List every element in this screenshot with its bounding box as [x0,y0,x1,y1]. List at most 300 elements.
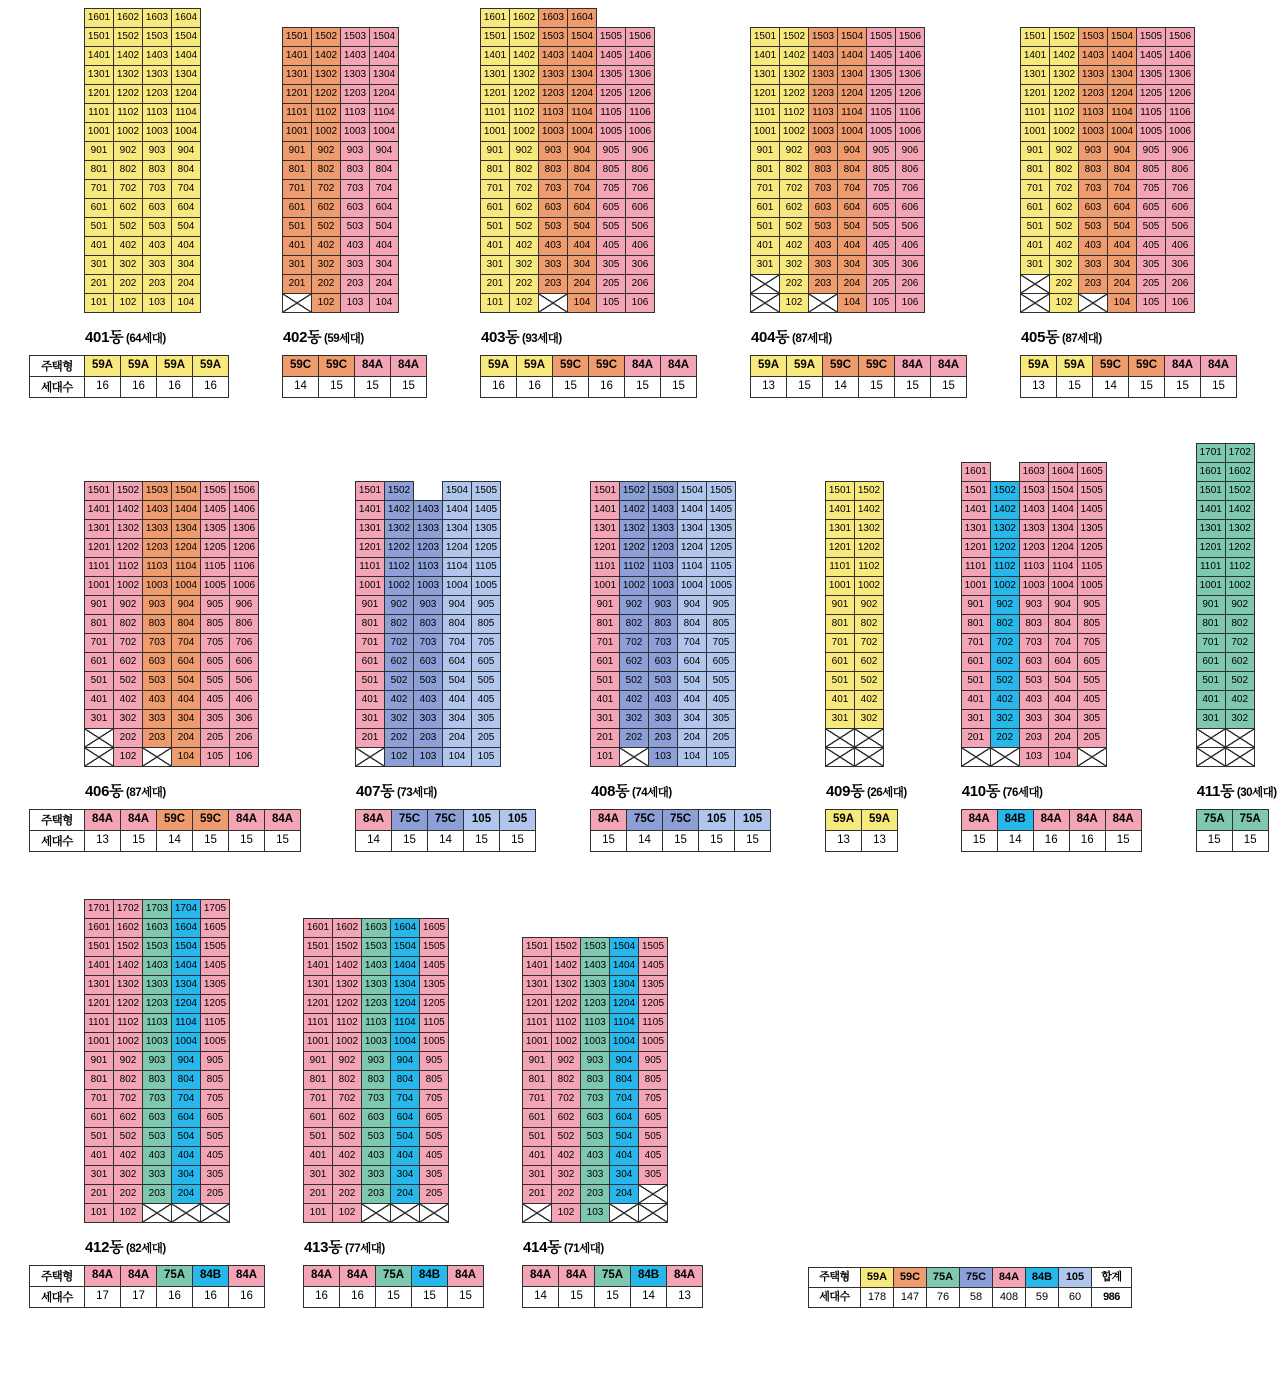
unit-cell: 606 [625,198,655,218]
unit-cell: 703 [340,179,370,199]
unit-cell: 406 [625,236,655,256]
floor-row [590,671,771,691]
unit-cell: 1504 [1048,481,1078,501]
unit-cell: 205 [866,274,896,294]
building-414 [522,937,703,1308]
unit-cell: 201 [590,728,620,748]
table-side-labels [29,355,85,398]
unit-type-cell: 59A [1020,355,1057,377]
unit-type-cell: 59C [1092,355,1129,377]
unit-cell: 1005 [596,122,626,142]
unit-type-cell: 59C [858,355,895,377]
unit-cell: 1001 [1020,122,1050,142]
unit-type-cell: 84A [120,809,157,831]
unit-count-cell: 15 [411,1286,448,1308]
floor-row [961,538,1142,558]
unit-cell: 601 [480,198,510,218]
unit-cell: 306 [1165,255,1195,275]
unit-cell: 503 [538,217,568,237]
unit-cell: 705 [1136,179,1166,199]
floor-row [355,500,536,520]
unit-cell: 403 [538,236,568,256]
unit-cell: 1103 [142,103,172,123]
unit-cell: 1101 [480,103,510,123]
unit-cell: 904 [677,595,707,615]
floor-row [84,671,301,691]
unit-cell: 1202 [332,994,362,1014]
type-row [961,809,1142,831]
unit-cell: 101 [480,293,510,313]
unit-cell: 701 [84,1089,114,1109]
unit-cell: 1301 [590,519,620,539]
unit-cell: 1503 [1078,27,1108,47]
unit-cell: 701 [825,633,855,653]
unit-cell: 1101 [1020,103,1050,123]
floor-row [84,293,229,313]
unit-cell: 1405 [471,500,501,520]
unit-cell: 203 [413,728,443,748]
unit-cell: 604 [390,1108,420,1128]
unit-cell: 1205 [200,994,230,1014]
unit-cell: 1402 [332,956,362,976]
unit-cell: 102 [332,1203,362,1223]
unit-cell: 901 [590,595,620,615]
unit-type-cell: 84A [1164,355,1201,377]
unit-cell: 1001 [480,122,510,142]
unit-cell: 1203 [142,994,172,1014]
unit-cell: 1003 [413,576,443,596]
unit-cell: 502 [332,1127,362,1147]
unit-cell: 1702 [1225,443,1255,463]
floor-row [961,652,1142,672]
unit-cell: 1202 [551,994,581,1014]
unit-cell: 705 [419,1089,449,1109]
unit-cell: 1303 [340,65,370,85]
unit-type-cell: 75C [662,809,699,831]
floor-row [84,500,301,520]
count-row [480,376,697,398]
unit-count-cell: 15 [624,376,661,398]
unit-cell: 1404 [1048,500,1078,520]
unit-cell: 505 [419,1127,449,1147]
unit-cell: 1301 [84,65,114,85]
unit-cell: 205 [419,1184,449,1204]
count-row [825,830,907,852]
unit-cell: 1104 [369,103,399,123]
unit-cell: 1102 [990,557,1020,577]
legend-type-label: 주택형 [808,1267,861,1288]
floor-row [1196,500,1277,520]
floor-row [303,1089,484,1109]
unit-cell: 902 [113,1051,143,1071]
unit-cell: 204 [567,274,597,294]
unit-cell: 403 [361,1146,391,1166]
unit-cell: 502 [1049,217,1079,237]
unit-cell: 406 [229,690,259,710]
unit-cell: 605 [638,1108,668,1128]
unit-cell: 1106 [625,103,655,123]
unit-cell: 504 [1048,671,1078,691]
floor-row [303,1032,484,1052]
unit-cell: 402 [113,690,143,710]
unit-count-cell: 13 [1020,376,1057,398]
unit-cell: 1002 [509,122,539,142]
unit-cell: 1303 [1078,65,1108,85]
unit-cell: 1204 [1048,538,1078,558]
count-row [303,1286,484,1308]
unit-cell: 705 [200,1089,230,1109]
unit-type-cell: 59A [861,809,898,831]
unit-grid-401 [84,8,229,313]
unit-cell: 702 [1049,179,1079,199]
unit-cell: 505 [596,217,626,237]
building-404 [750,27,967,398]
unit-cell: 1002 [551,1032,581,1052]
unit-cell: 802 [854,614,884,634]
unit-type-cell: 59A [825,809,862,831]
floor-row [522,1089,703,1109]
unit-cell: 901 [480,141,510,161]
unit-cell: 806 [625,160,655,180]
unit-cell: 1301 [1196,519,1226,539]
unit-cell: 602 [1225,652,1255,672]
floor-row [825,595,907,615]
building-405 [1020,27,1237,398]
unit-cell: 1404 [369,46,399,66]
floor-row [1020,179,1237,199]
unit-cell: 401 [84,1146,114,1166]
unit-cell: 204 [171,728,201,748]
unit-cell: 1302 [113,65,143,85]
floor-row [590,576,771,596]
legend-count-cell: 59 [1025,1287,1059,1308]
excluded-unit-cell [808,293,838,313]
unit-cell: 602 [1049,198,1079,218]
floor-row [522,1108,703,1128]
unit-cell: 1504 [1107,27,1137,47]
excluded-unit-cell [825,728,855,748]
unit-cell: 1502 [332,937,362,957]
unit-cell: 903 [142,1051,172,1071]
unit-cell: 1401 [355,500,385,520]
unit-cell: 202 [990,728,1020,748]
unit-cell: 1002 [384,576,414,596]
unit-cell: 804 [567,160,597,180]
floor-row [1196,557,1277,577]
unit-cell: 1002 [311,122,341,142]
unit-count-cell: 14 [1092,376,1129,398]
unit-cell: 1002 [1225,576,1255,596]
floor-row [590,519,771,539]
unit-grid-410 [961,462,1142,767]
unit-cell: 704 [677,633,707,653]
unit-cell: 102 [311,293,341,313]
unit-cell: 1204 [837,84,867,104]
unit-cell: 501 [303,1127,333,1147]
unit-cell: 801 [750,160,780,180]
floor-row [1020,84,1237,104]
type-count-table [41,355,229,398]
unit-cell: 1301 [522,975,552,995]
unit-cell: 1201 [522,994,552,1014]
unit-cell: 1402 [113,956,143,976]
unit-cell: 104 [567,293,597,313]
unit-cell: 303 [142,1165,172,1185]
unit-cell: 402 [332,1146,362,1166]
unit-count-cell: 15 [447,1286,484,1308]
unit-count-cell: 14 [626,830,663,852]
building-name [826,780,907,801]
unit-cell: 403 [1019,690,1049,710]
floor-row [480,122,697,142]
type-row-label: 주택형 [29,1265,85,1287]
unit-cell: 104 [677,747,707,767]
floor-row [1020,65,1237,85]
floor-row [750,27,967,47]
unit-cell: 1201 [84,538,114,558]
building-households: (71세대) [561,1243,604,1255]
unit-cell: 1603 [1019,462,1049,482]
unit-cell: 603 [538,198,568,218]
unit-type-cell: 84A [84,809,121,831]
floor-row [1196,462,1277,482]
unit-cell: 1603 [142,8,172,28]
unit-count-cell: 16 [1069,830,1106,852]
count-row [355,830,536,852]
unit-cell: 1602 [332,918,362,938]
unit-cell: 1504 [442,481,472,501]
unit-cell: 1004 [369,122,399,142]
unit-type-cell: 59A [192,355,229,377]
floor-row [1196,481,1277,501]
unit-count-cell: 16 [1033,830,1070,852]
unit-cell: 1601 [1196,462,1226,482]
unit-cell: 1201 [1020,84,1050,104]
unit-cell: 1102 [113,557,143,577]
excluded-unit-cell [619,747,649,767]
unit-count-cell: 15 [390,376,427,398]
unit-cell: 904 [390,1051,420,1071]
floor-row [961,690,1142,710]
unit-type-cell: 84A [930,355,967,377]
unit-cell: 802 [779,160,809,180]
unit-cell: 1602 [1225,462,1255,482]
count-row-label: 세대수 [29,1286,85,1308]
floor-row [961,595,1142,615]
unit-cell: 401 [282,236,312,256]
unit-cell: 203 [808,274,838,294]
unit-cell: 301 [480,255,510,275]
unit-cell: 502 [854,671,884,691]
unit-cell: 901 [961,595,991,615]
unit-cell: 703 [142,633,172,653]
unit-cell: 1002 [113,1032,143,1052]
absent-cell [990,462,1020,482]
unit-cell: 1503 [361,937,391,957]
unit-type-cell: 84A [390,355,427,377]
unit-cell: 104 [1107,293,1137,313]
unit-cell: 802 [509,160,539,180]
unit-cell: 1302 [1049,65,1079,85]
unit-cell: 504 [171,1127,201,1147]
table-side-labels [29,1265,85,1308]
unit-count-cell: 15 [894,376,931,398]
unit-cell: 1505 [200,937,230,957]
unit-cell: 1202 [990,538,1020,558]
unit-cell: 202 [311,274,341,294]
excluded-unit-cell [1078,293,1108,313]
unit-cell: 401 [480,236,510,256]
unit-cell: 1504 [369,27,399,47]
unit-cell: 1301 [825,519,855,539]
floor-row [355,671,536,691]
floor-row [522,1184,703,1204]
floor-row [750,103,967,123]
floor-row [961,481,1142,501]
unit-cell: 1106 [229,557,259,577]
unit-cell: 1003 [648,576,678,596]
unit-cell: 801 [825,614,855,634]
unit-cell: 1501 [1020,27,1050,47]
unit-cell: 1004 [1048,576,1078,596]
unit-cell: 102 [113,747,143,767]
unit-cell: 1202 [1049,84,1079,104]
unit-cell: 1504 [171,27,201,47]
floor-row [303,1070,484,1090]
unit-cell: 204 [171,274,201,294]
unit-type-cell: 84A [660,355,697,377]
floor-row [750,65,967,85]
unit-cell: 603 [808,198,838,218]
unit-cell: 1203 [340,84,370,104]
unit-cell: 504 [171,671,201,691]
floor-row [282,217,427,237]
count-row-label: 세대수 [29,376,85,398]
unit-cell: 1504 [837,27,867,47]
unit-cell: 1104 [677,557,707,577]
unit-cell: 602 [779,198,809,218]
unit-cell: 602 [619,652,649,672]
unit-cell: 803 [413,614,443,634]
floor-row [590,652,771,672]
unit-cell: 1003 [142,1032,172,1052]
unit-cell: 1506 [895,27,925,47]
unit-cell: 1301 [282,65,312,85]
unit-cell: 604 [171,652,201,672]
unit-cell: 904 [1048,595,1078,615]
unit-cell: 301 [1020,255,1050,275]
unit-cell: 1202 [384,538,414,558]
unit-cell: 404 [567,236,597,256]
floor-row [480,293,697,313]
unit-cell: 504 [369,217,399,237]
unit-cell: 703 [1078,179,1108,199]
unit-count-cell: 15 [1128,376,1165,398]
unit-cell: 804 [1048,614,1078,634]
unit-cell: 503 [1078,217,1108,237]
unit-cell: 803 [340,160,370,180]
section-row-2 [41,443,1277,852]
building-name [85,1236,265,1257]
unit-cell: 801 [84,160,114,180]
unit-cell: 1003 [1078,122,1108,142]
count-row [84,1286,265,1308]
unit-grid-408 [590,481,771,767]
floor-row [84,747,301,767]
floor-row [590,728,771,748]
unit-cell: 1201 [84,994,114,1014]
unit-cell: 904 [837,141,867,161]
unit-cell: 1601 [303,918,333,938]
type-count-table [1196,809,1277,852]
unit-cell: 203 [361,1184,391,1204]
unit-cell: 305 [596,255,626,275]
unit-type-cell: 59A [120,355,157,377]
unit-cell: 605 [471,652,501,672]
building-households: (87세대) [1059,333,1102,345]
unit-cell: 502 [113,1127,143,1147]
unit-cell: 805 [471,614,501,634]
unit-cell: 1102 [551,1013,581,1033]
unit-cell: 505 [1077,671,1107,691]
building-name [304,1236,484,1257]
floor-row [825,481,907,501]
unit-type-cell: 59C [318,355,355,377]
unit-cell: 305 [706,709,736,729]
unit-cell: 403 [1078,236,1108,256]
unit-cell: 706 [625,179,655,199]
unit-cell: 301 [84,709,114,729]
unit-type-cell: 59A [516,355,553,377]
unit-grid-402 [282,27,427,313]
unit-type-cell: 59C [588,355,625,377]
unit-cell: 1306 [895,65,925,85]
unit-cell: 1501 [84,937,114,957]
unit-cell: 1204 [171,538,201,558]
unit-cell: 505 [638,1127,668,1147]
unit-cell: 605 [706,652,736,672]
unit-cell: 902 [779,141,809,161]
unit-count-cell: 16 [120,376,157,398]
unit-cell: 301 [961,709,991,729]
floor-row [1196,671,1277,691]
unit-cell: 604 [442,652,472,672]
unit-type-cell: 84A [120,1265,157,1287]
unit-cell: 1402 [1049,46,1079,66]
unit-cell: 1304 [171,65,201,85]
unit-cell: 601 [1196,652,1226,672]
unit-count-cell: 16 [156,1286,193,1308]
legend-count-cell: 76 [926,1287,960,1308]
unit-cell: 201 [303,1184,333,1204]
floor-row [84,217,229,237]
unit-cell: 303 [1078,255,1108,275]
unit-cell: 1501 [1196,481,1226,501]
unit-cell: 601 [590,652,620,672]
unit-cell: 1501 [355,481,385,501]
unit-cell: 304 [567,255,597,275]
floor-row [355,557,536,577]
excluded-unit-cell [1196,728,1226,748]
floor-row [1196,576,1277,596]
unit-cell: 304 [1107,255,1137,275]
unit-cell: 1504 [677,481,707,501]
excluded-unit-cell [419,1203,449,1223]
floor-row [84,27,229,47]
unit-cell: 1403 [340,46,370,66]
unit-cell: 1405 [1077,500,1107,520]
unit-cell: 1305 [200,519,230,539]
